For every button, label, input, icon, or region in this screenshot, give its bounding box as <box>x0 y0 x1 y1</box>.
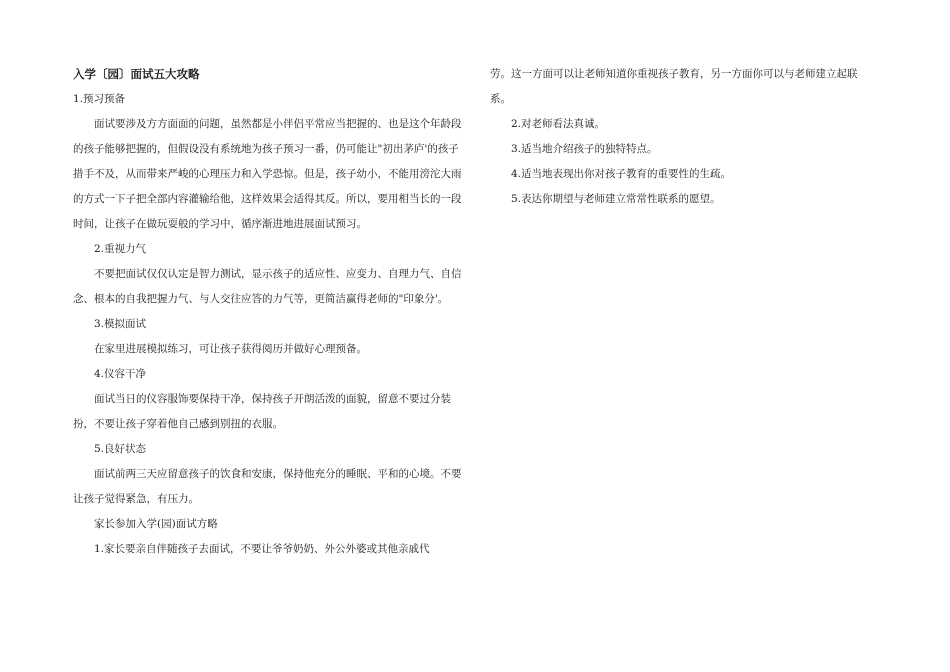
left-column <box>73 62 465 562</box>
paragraph: 2.对老师看法真诚。 <box>511 118 606 130</box>
right-column-body <box>490 62 875 212</box>
paragraph: 面试当日的仪容服饰要保持干净，保持孩子开朗活泼的面貌，留意不要过分装扮，不要让孩子穿着他自己感到别扭的衣服。 <box>73 393 451 430</box>
paragraph: 在家里进展模拟练习，可让孩子获得阅历并做好心理预备。 <box>94 343 367 355</box>
left-column-body <box>73 87 465 562</box>
paragraph: 不要把面试仅仅认定是智力测试，显示孩子的适应性、应变力、自理力气、自信念、根本的自我把握力气、与人交往应答的力气等，更简洁赢得老师的"印象分'。 <box>73 268 462 305</box>
paragraph: 2.重视力气 <box>94 243 147 255</box>
document-title: 入学〔园〕面试五大攻略 <box>73 67 200 81</box>
paragraph: 1.家长要亲自伴随孩子去面试，不要让爷爷奶奶、外公外婆或其他亲戚代 <box>94 543 430 555</box>
paragraph: 3.模拟面试 <box>94 318 147 330</box>
paragraph: 3.适当地介绍孩子的独特特点。 <box>511 143 658 155</box>
paragraph: 4.适当地表现出你对孩子教育的重要性的生疏。 <box>511 168 732 180</box>
paragraph: 1.预习预备 <box>73 93 126 105</box>
paragraph: 家长参加入学(园)面试方略 <box>94 518 218 530</box>
paragraph: 面试前两三天应留意孩子的饮食和安康，保持他充分的睡眠、平和的心境。不要让孩子觉得紧急，有压力。 <box>73 468 462 505</box>
paragraph: 5.表达你期望与老师建立常常性联系的愿望。 <box>511 193 721 205</box>
paragraph: 面试要涉及方方面面的问题，虽然都是小伴侣平常应当把握的、也是这个年龄段的孩子能够把握的，但假设没有系统地为孩子预习一番，仍可能让"初出茅庐'的孩子措手不及，从而带来严峻的心理压力和入学恐惊。但是，孩子幼小，不能用滂沱大雨的方式一下子把全部内容灌输给他，这样效果会适得其反。所以，要用相当长的一段时间，让孩子在做玩耍般的学习中，循序渐进地进展面试预习。 <box>73 118 462 230</box>
paragraph: 4.仪容干净 <box>94 368 147 380</box>
paragraph: 5.良好状态 <box>94 443 147 455</box>
paragraph: 劳。这一方面可以让老师知道你重视孩子教育，另一方面你可以与老师建立起联系。 <box>490 68 858 105</box>
right-column <box>490 62 875 212</box>
